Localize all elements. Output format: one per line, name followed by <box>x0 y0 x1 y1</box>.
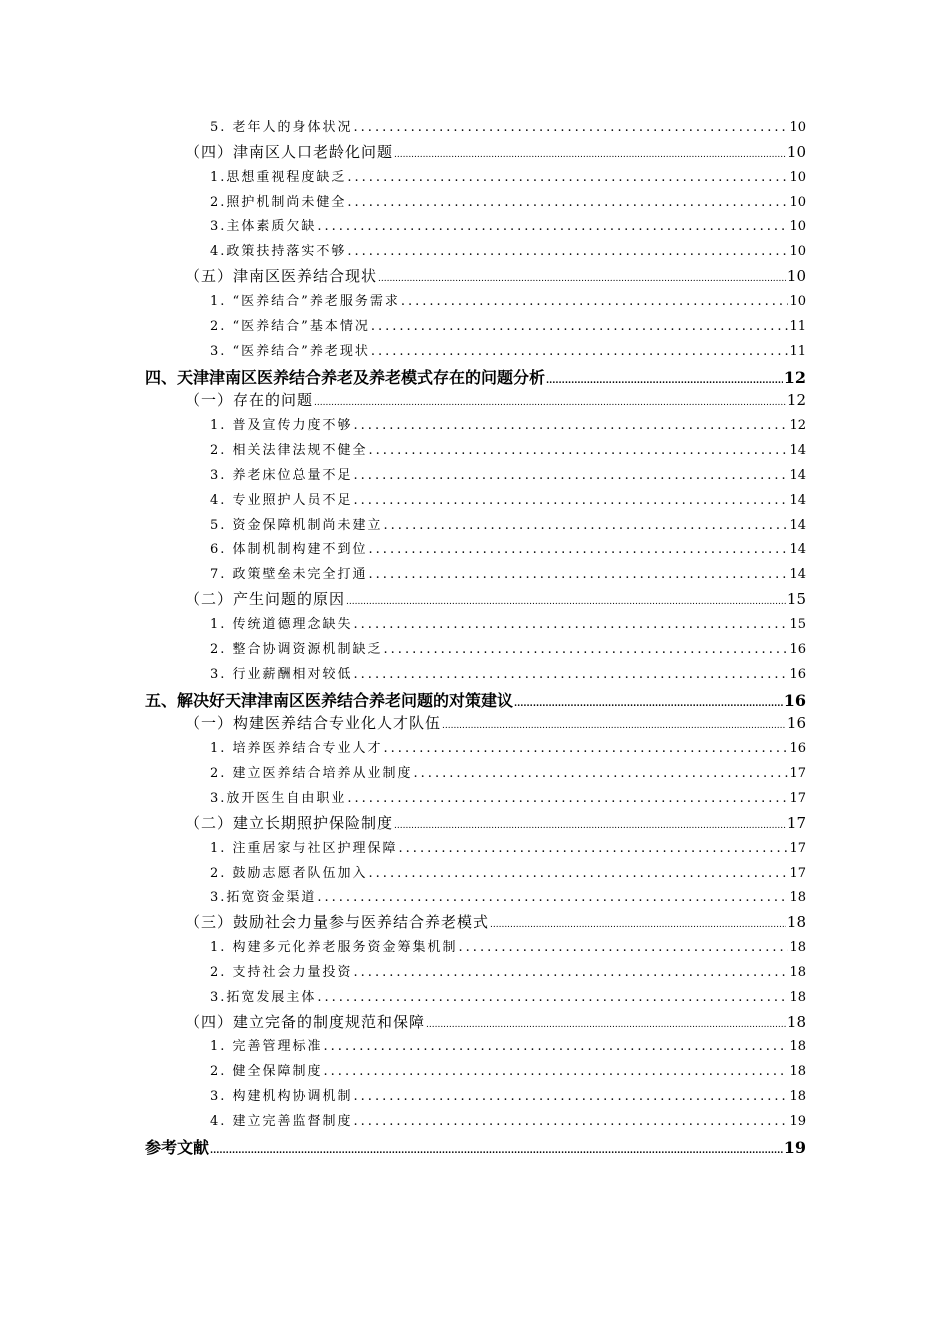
toc-page-number: 16 <box>786 714 806 732</box>
toc-entry[interactable] <box>210 215 806 234</box>
toc-entry[interactable] <box>210 762 806 781</box>
toc-page-number: 14 <box>789 542 806 557</box>
toc-entry-title: 2. 相关法律法规不健全 <box>210 443 368 458</box>
toc-entry[interactable] <box>210 936 806 955</box>
toc-entry[interactable] <box>210 340 806 359</box>
toc-dot-leader <box>426 1013 786 1031</box>
toc-page-number: 10 <box>789 294 806 309</box>
toc-entry-title: （一）存在的问题 <box>185 391 314 409</box>
toc-dot-leader <box>347 170 788 185</box>
toc-page-number: 12 <box>789 418 806 433</box>
toc-entry-title: 6. 体制机制构建不到位 <box>210 542 368 557</box>
toc-entry[interactable] <box>210 886 806 905</box>
toc-entry[interactable] <box>210 613 806 632</box>
toc-page-number: 14 <box>789 567 806 582</box>
toc-entry-title: 3.放开医生自由职业 <box>210 791 347 806</box>
toc-dot-leader <box>369 866 789 881</box>
toc-page-number: 10 <box>789 120 806 135</box>
toc-entry[interactable] <box>210 414 806 433</box>
toc-dot-leader <box>394 814 786 832</box>
toc-page-number: 10 <box>789 219 806 234</box>
toc-dot-leader <box>354 667 789 682</box>
toc-entry-title: 1. 传统道德理念缺失 <box>210 617 353 632</box>
toc-page-number: 18 <box>789 940 806 955</box>
toc-dot-leader <box>354 493 789 508</box>
toc-page-number: 18 <box>789 990 806 1005</box>
toc-entry-title: 3.主体素质欠缺 <box>210 219 317 234</box>
toc-page-number: 16 <box>783 691 806 710</box>
toc-entry-title: 7. 政策壁垒未完全打通 <box>210 567 368 582</box>
toc-page-number: 11 <box>789 319 806 334</box>
toc-dot-leader <box>384 518 789 533</box>
toc-dot-leader <box>369 567 789 582</box>
toc-entry-title: 3. 构建机构协调机制 <box>210 1089 353 1104</box>
toc-dot-leader <box>442 714 786 732</box>
toc-dot-leader <box>459 940 789 955</box>
toc-entry[interactable] <box>210 489 806 508</box>
toc-page-number: 18 <box>789 890 806 905</box>
toc-page-number: 18 <box>789 1039 806 1054</box>
toc-dot-leader <box>346 590 786 608</box>
toc-page-number: 14 <box>789 468 806 483</box>
toc-dot-leader <box>354 1089 789 1104</box>
toc-page-number: 17 <box>789 841 806 856</box>
toc-dot-leader <box>317 890 788 905</box>
toc-dot-leader <box>401 294 789 309</box>
toc-entry-title: 3.拓宽发展主体 <box>210 990 317 1005</box>
toc-dot-leader <box>354 617 789 632</box>
toc-entry[interactable] <box>210 638 806 657</box>
toc-entry[interactable] <box>210 1060 806 1079</box>
toc-entry[interactable] <box>210 464 806 483</box>
toc-entry[interactable] <box>210 439 806 458</box>
toc-page-number: 11 <box>789 344 806 359</box>
toc-entry-title: 2. 鼓励志愿者队伍加入 <box>210 866 368 881</box>
toc-entry-title: （二）建立长期照护保险制度 <box>185 814 394 832</box>
toc-entry[interactable] <box>210 563 806 582</box>
toc-entry-title: 5. 老年人的身体状况 <box>210 120 353 135</box>
toc-dot-leader <box>514 691 783 710</box>
toc-page-number: 15 <box>789 617 806 632</box>
toc-entry[interactable] <box>210 986 806 1005</box>
toc-page-number: 19 <box>783 1138 806 1157</box>
toc-entry-title: 1. 普及宣传力度不够 <box>210 418 353 433</box>
toc-entry-title: 四、天津津南区医养结合养老及养老模式存在的问题分析 <box>145 368 546 387</box>
toc-page-number: 10 <box>786 143 806 161</box>
toc-entry[interactable] <box>185 812 806 833</box>
toc-entry[interactable] <box>185 389 806 410</box>
toc-entry[interactable] <box>210 116 806 135</box>
toc-page-number: 16 <box>789 667 806 682</box>
toc-page-number: 10 <box>786 267 806 285</box>
toc-entry[interactable] <box>185 911 806 932</box>
toc-entry-title: 2. 整合协调资源机制缺乏 <box>210 642 383 657</box>
toc-entry-title: 1. 构建多元化养老服务资金筹集机制 <box>210 940 458 955</box>
toc-dot-leader <box>490 913 786 931</box>
toc-entry[interactable] <box>145 1135 806 1158</box>
toc-page-number: 15 <box>786 590 806 608</box>
toc-page-number: 12 <box>786 391 806 409</box>
toc-entry-title: 4.政策扶持落实不够 <box>210 244 347 259</box>
toc-entry[interactable] <box>210 663 806 682</box>
toc-entry-title: 3. 养老床位总量不足 <box>210 468 353 483</box>
toc-dot-leader <box>546 368 783 387</box>
toc-dot-leader <box>314 391 786 409</box>
toc-entry-title: 4. 建立完善监督制度 <box>210 1114 353 1129</box>
toc-page-number: 10 <box>789 244 806 259</box>
toc-entry-title: 参考文献 <box>145 1138 210 1157</box>
toc-entry-title: （四）建立完备的制度规范和保障 <box>185 1013 426 1031</box>
toc-dot-leader <box>414 766 789 781</box>
toc-page-number: 18 <box>786 913 806 931</box>
toc-entry[interactable] <box>145 365 806 388</box>
toc-entry-title: 2. 健全保障制度 <box>210 1064 323 1079</box>
toc-entry[interactable] <box>210 787 806 806</box>
toc-page-number: 17 <box>789 766 806 781</box>
toc-page-number: 19 <box>789 1114 806 1129</box>
toc-page-number: 16 <box>789 741 806 756</box>
toc-dot-leader <box>324 1039 789 1054</box>
toc-entry[interactable] <box>210 290 806 309</box>
toc-entry-title: （二）产生问题的原因 <box>185 590 346 608</box>
toc-entry-title: 2. 建立医养结合培养从业制度 <box>210 766 413 781</box>
toc-entry[interactable] <box>210 514 806 533</box>
toc-entry-title: 2. 支持社会力量投资 <box>210 965 353 980</box>
toc-entry-title: （三）鼓励社会力量参与医养结合养老模式 <box>185 913 490 931</box>
toc-dot-leader <box>371 344 789 359</box>
toc-entry[interactable] <box>210 315 806 334</box>
toc-entry-title: 五、解决好天津津南区医养结合养老问题的对策建议 <box>145 691 514 710</box>
toc-entry[interactable] <box>210 862 806 881</box>
toc-entry-title: 1. 培养医养结合专业人才 <box>210 741 383 756</box>
toc-dot-leader <box>354 1114 789 1129</box>
toc-entry-title: 3. “医养结合”养老现状 <box>210 344 370 359</box>
toc-dot-leader <box>369 542 789 557</box>
toc-entry[interactable] <box>210 1110 806 1129</box>
toc-entry[interactable] <box>145 688 806 711</box>
toc-dot-leader <box>399 841 789 856</box>
toc-page-number: 12 <box>783 368 806 387</box>
toc-entry[interactable] <box>210 166 806 185</box>
toc-dot-leader <box>347 244 788 259</box>
toc-page-number: 14 <box>789 518 806 533</box>
toc-dot-leader <box>354 418 789 433</box>
toc-page-number: 18 <box>789 1089 806 1104</box>
toc-page-number: 14 <box>789 443 806 458</box>
toc-entry-title: 1.思想重视程度缺乏 <box>210 170 347 185</box>
toc-entry[interactable] <box>185 1011 806 1032</box>
toc-page-number: 17 <box>789 791 806 806</box>
toc-entry-title: 3.拓宽资金渠道 <box>210 890 317 905</box>
toc-entry-title: （五）津南区医养结合现状 <box>185 267 378 285</box>
toc-entry-title: （一）构建医养结合专业化人才队伍 <box>185 714 442 732</box>
toc-entry-title: 1. 注重居家与社区护理保障 <box>210 841 398 856</box>
toc-entry-title: （四）津南区人口老龄化问题 <box>185 143 394 161</box>
toc-dot-leader <box>354 120 789 135</box>
toc-page-number: 18 <box>789 1064 806 1079</box>
toc-entry[interactable] <box>210 1035 806 1054</box>
toc-entry[interactable] <box>210 538 806 557</box>
toc-dot-leader <box>354 468 789 483</box>
toc-dot-leader <box>210 1138 783 1157</box>
toc-dot-leader <box>378 267 786 285</box>
toc-entry-title: 2.照护机制尚未健全 <box>210 195 347 210</box>
toc-dot-leader <box>324 1064 789 1079</box>
toc-entry[interactable] <box>185 265 806 286</box>
toc-dot-leader <box>317 219 788 234</box>
toc-page-number: 17 <box>789 866 806 881</box>
toc-entry[interactable] <box>210 837 806 856</box>
toc-dot-leader <box>371 319 789 334</box>
toc-entry[interactable] <box>185 588 806 609</box>
toc-entry[interactable] <box>210 191 806 210</box>
toc-dot-leader <box>394 143 786 161</box>
toc-entry-title: 5. 资金保障机制尚未建立 <box>210 518 383 533</box>
toc-page-number: 10 <box>789 170 806 185</box>
toc-page-number: 18 <box>786 1013 806 1031</box>
toc-page-number: 14 <box>789 493 806 508</box>
toc-page-number: 18 <box>789 965 806 980</box>
toc-entry-title: 1. “医养结合”养老服务需求 <box>210 294 400 309</box>
toc-entry-title: 1. 完善管理标准 <box>210 1039 323 1054</box>
toc-entry[interactable] <box>185 712 806 733</box>
toc-entry-title: 4. 专业照护人员不足 <box>210 493 353 508</box>
toc-dot-leader <box>347 791 788 806</box>
toc-entry[interactable] <box>210 737 806 756</box>
toc-dot-leader <box>369 443 789 458</box>
toc-dot-leader <box>384 741 789 756</box>
toc-page-number: 17 <box>786 814 806 832</box>
toc-entry-title: 2. “医养结合”基本情况 <box>210 319 370 334</box>
toc-dot-leader <box>384 642 789 657</box>
toc-entry-title: 3. 行业薪酬相对较低 <box>210 667 353 682</box>
toc-dot-leader <box>354 965 789 980</box>
toc-entry[interactable] <box>210 1085 806 1104</box>
toc-entry[interactable] <box>210 961 806 980</box>
toc-dot-leader <box>347 195 788 210</box>
toc-page-number: 16 <box>789 642 806 657</box>
toc-entry[interactable] <box>210 240 806 259</box>
toc-dot-leader <box>317 990 788 1005</box>
toc-page-number: 10 <box>789 195 806 210</box>
toc-entry[interactable] <box>185 141 806 162</box>
